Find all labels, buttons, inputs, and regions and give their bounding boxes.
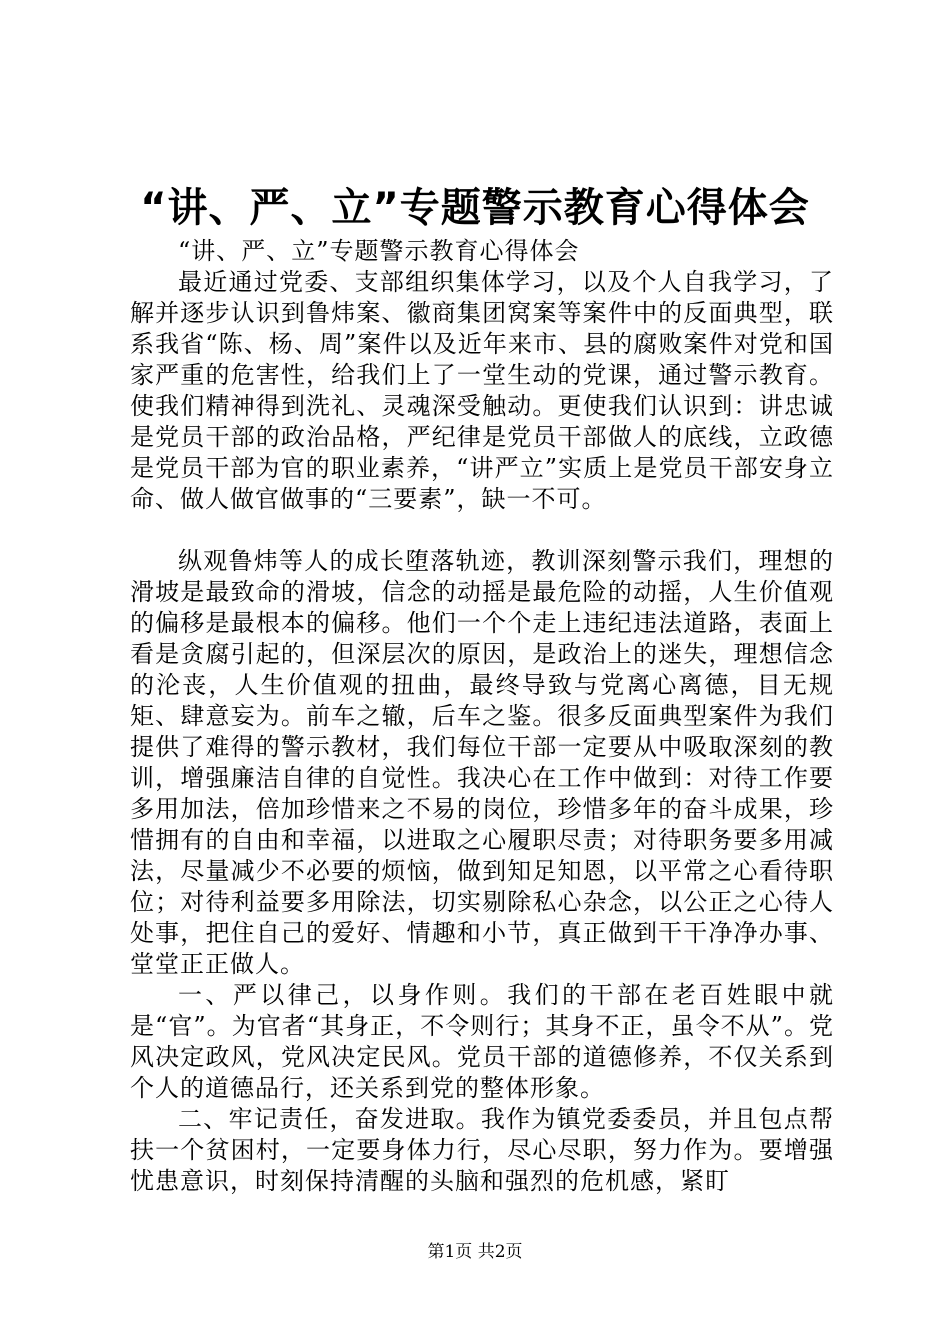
body-paragraph-2: 纵观鲁炜等人的成长堕落轨迹，教训深刻警示我们，理想的滑坡是最致命的滑坡，信念的动摇是最危险的动摇，人生价值观的偏移是最根本的偏移。他们一个个走上违纪违法道路，表面上看是贪腐引起的，但深层次的原因，是政治上的迷失，理想信念的沦丧，人生价值观的扭曲，最终导致与党离心离德，目无规矩、肆意妄为。前车之辙，后车之鉴。很多反面典型案件为我们提供了难得的警示教材，我们每位干部一定要从中吸取深刻的教训，增强廉洁自律的自觉性。我决心在工作中做到：对待工作要多用加法，倍加珍惜来之不易的岗位，珍惜多年的奋斗成果，珍惜拥有的自由和幸福，以进取之心履职尽责；对待职务要多用减法，尽量减少不必要的烦恼，做到知足知恩，以平常之心看待职位；对待利益要多用除法，切实剔除私心杂念，以公正之心待人处事，把住自己的爱好、情趣和小节，真正做到干干净净办事、堂堂正正做人。 (130, 547, 834, 978)
page-number-footer: 第1页 共2页 (427, 1242, 523, 1262)
document-title: “讲、严、立”专题警示教育心得体会 (140, 185, 810, 231)
body-paragraph-4: 二、牢记责任，奋发进取。我作为镇党委委员，并且包点帮扶一个贫困村，一定要身体力行，尽心尽职，努力作为。要增强忧患意识，时刻保持清醒的头脑和强烈的危机感，紧盯 (130, 1105, 834, 1195)
body-paragraph-subtitle: “讲、严、立”专题警示教育心得体会 (178, 237, 580, 265)
body-paragraph-1: 最近通过党委、支部组织集体学习，以及个人自我学习，了解并逐步认识到鲁炜案、徽商集团窝案等案件中的反面典型，联系我省“陈、杨、周”案件以及近年来市、县的腐败案件对党和国家严重的危害性，给我们上了一堂生动的党课，通过警示教育。使我们精神得到洗礼、灵魂深受触动。更使我们认识到：讲忠诚是党员干部的政治品格，严纪律是党员干部做人的底线，立政德是党员干部为官的职业素养，“讲严立”实质上是党员干部安身立命、做人做官做事的“三要素”，缺一不可。 (130, 268, 834, 513)
document-body (130, 236, 834, 1197)
body-paragraph-3: 一、严以律己，以身作则。我们的干部在老百姓眼中就是“官”。为官者“其身正，不令则行；其身不正，虽令不从”。党风决定政风，党风决定民风。党员干部的道德修养，不仅关系到个人的道德品行，还关系到党的整体形象。 (130, 981, 834, 1102)
